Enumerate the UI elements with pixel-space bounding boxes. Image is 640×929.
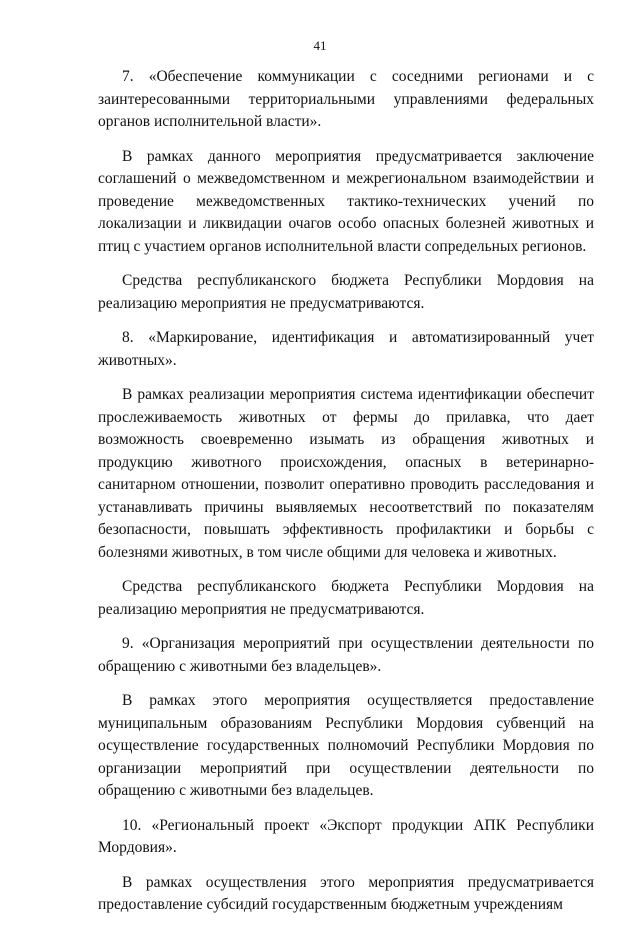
page-number: 41: [313, 38, 327, 53]
paragraph-item-7-description: В рамках данного мероприятия предусматривается заключение соглашений о межведомственном и межрегиональном взаимодействии и проведение межведомственных тактико-технических учений по локализации и ликвидации очагов особо опасных болезней животных и птиц с участием органов исполнительной власти сопредельных регионов.: [98, 147, 594, 255]
paragraph-item-10-heading: 10. «Региональный проект «Экспорт продукции АПК Республики Мордовия».: [98, 816, 594, 856]
paragraph-item-9-heading: 9. «Организация мероприятий при осуществлении деятельности по обращению с животными без владельцев».: [98, 635, 594, 675]
paragraph-item-8-funding: Средства республиканского бюджета Республики Мордовия на реализацию мероприятия не предусматриваются.: [98, 578, 594, 618]
document-body: [98, 66, 594, 929]
paragraph-item-8-heading: 8. «Маркирование, идентификация и автоматизированный учет животных».: [98, 329, 594, 369]
paragraph-item-9-description: В рамках этого мероприятия осуществляется предоставление муниципальным образованиям Республики Мордовия субвенций на осуществление государственных полномочий Республики Мордовия по организации мероприятий при осуществлении деятельности по обращению с животными без владельцев.: [98, 692, 594, 799]
paragraph-item-8-description: В рамках реализации мероприятия система идентификации обеспечит прослеживаемость животных от фермы до прилавка, что дает возможность своевременно изымать из обращения животных и продукцию животного происхождения, опасных в ветеринарно-санитарном отношении, позволит оперативно проводить расследования и устанавливать причины выявляемых несоответствий по показателям безопасности, повышать эффективность профилактики и борьбы с болезнями животных, в том числе общими для человека и животных.: [98, 386, 594, 561]
paragraph-item-7-funding: Средства республиканского бюджета Республики Мордовия на реализацию мероприятия не предусматриваются.: [98, 272, 594, 312]
paragraph-item-7-heading: 7. «Обеспечение коммуникации с соседними регионами и с заинтересованными территориальными управлениями федеральных органов исполнительной власти».: [98, 68, 594, 130]
paragraph-item-10-description: В рамках осуществления этого мероприятия предусматривается предоставление субсидий государственным бюджетным учреждениям: [98, 873, 594, 913]
